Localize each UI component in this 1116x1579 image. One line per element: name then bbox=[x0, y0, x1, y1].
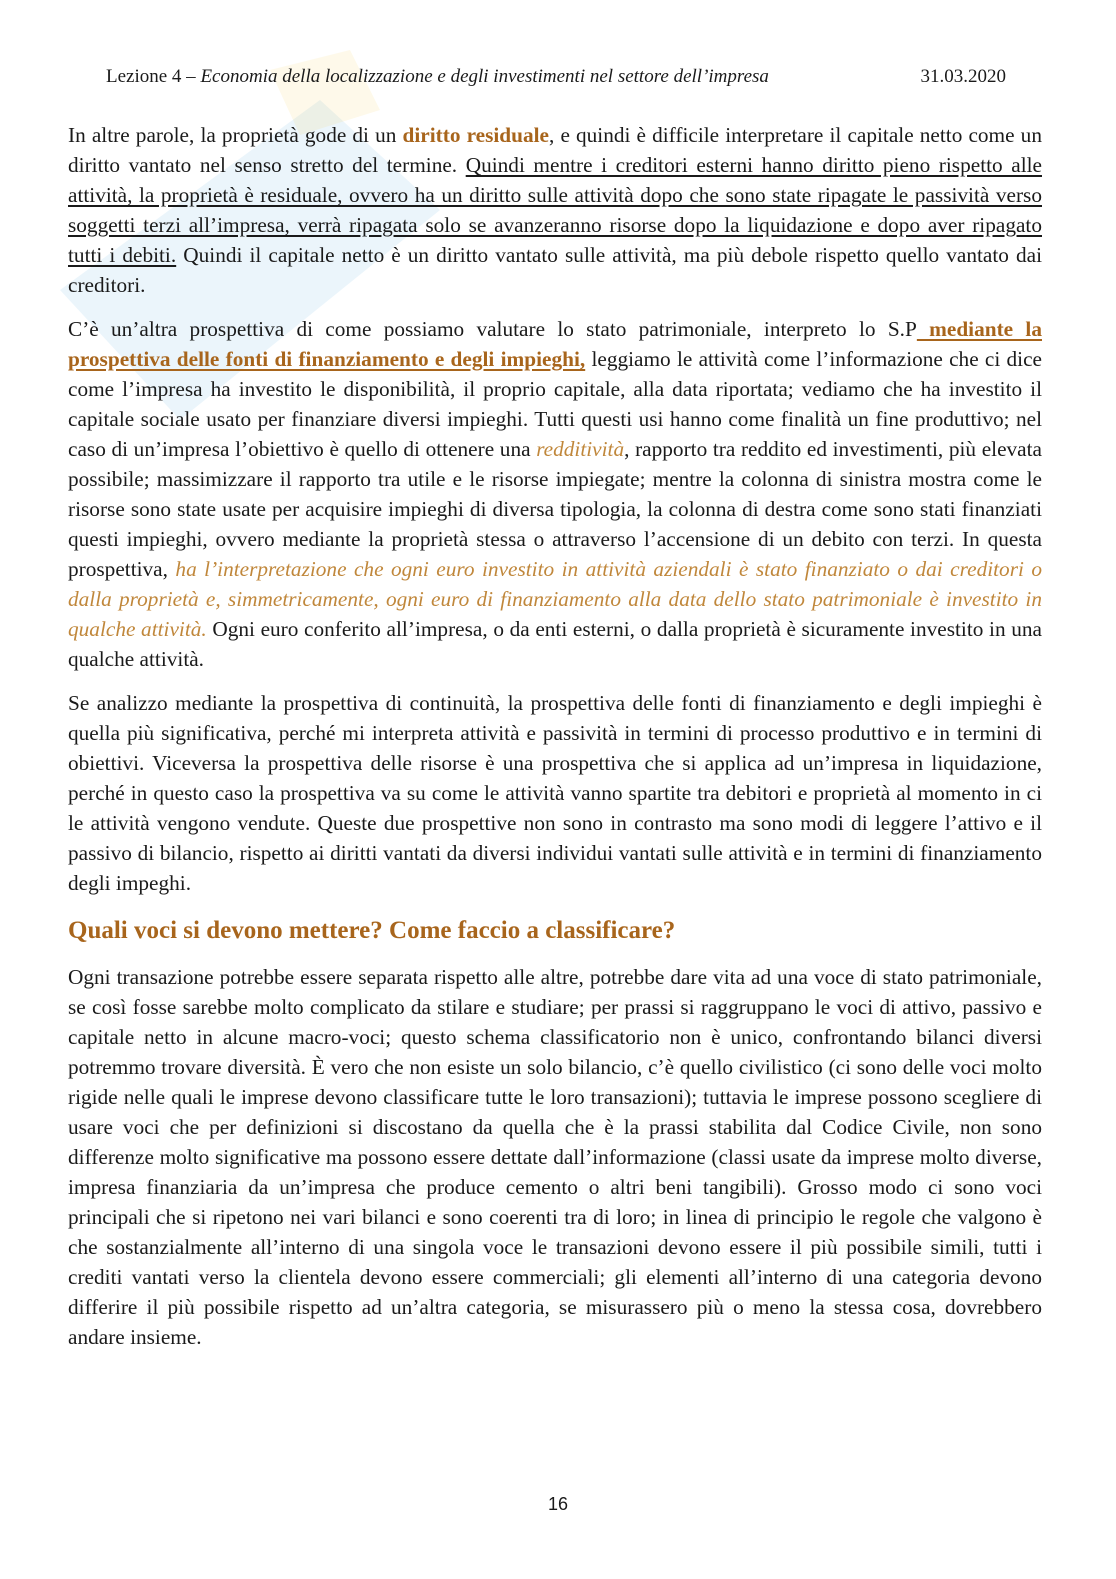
header-date: 31.03.2020 bbox=[920, 66, 1006, 87]
term-redditivita: redditività bbox=[536, 437, 625, 461]
p1-text-1: In altre parole, la proprietà gode di un bbox=[68, 123, 403, 147]
header-course-title: Economia della localizzazione e degli investimenti nel settore dell’impresa bbox=[200, 66, 769, 87]
term-prospettiva-fonti: mediante la prospettiva delle fonti di finanziamento e degli impieghi, bbox=[68, 317, 1042, 371]
p2-text-1: C’è un’altra prospettiva di come possiamo valutare lo stato patrimoniale, interpreto lo S.P bbox=[68, 317, 917, 341]
p2-text-2: leggiamo le attività come l’informazione che ci dice come l’impresa ha investito le disponibilità, il proprio capitale, alla data riportata; vediamo che ha investito il capitale sociale usato per finanziare diversi impieghi. Tutti questi usi hanno come finalità un fine produttivo; nel caso di un’impresa l’obiettivo è quello di ottenere una bbox=[68, 347, 1042, 461]
header-lesson: Lezione 4 – bbox=[106, 66, 196, 87]
p2-text-4: Ogni euro conferito all’impresa, o da enti esterni, o dalla proprietà è sicuramente investito in una qualche attività. bbox=[68, 617, 1042, 671]
page-header bbox=[106, 66, 1006, 92]
paragraph-3: Se analizzo mediante la prospettiva di continuità, la prospettiva delle fonti di finanziamento e degli impieghi è quella più significativa, perché mi interpreta attività e passività in termini di processo produttivo e in termini di obiettivi. Viceversa la prospettiva delle risorse è una prospettiva che si applica ad un’impresa in liquidazione, perché in questo caso la prospettiva va su come le attività vanno spartite tra debitori e proprietà al momento in ci le attività vengono vendute. Queste due prospettive non sono in contrasto ma sono modi di leggere l’attivo e il passivo di bilancio, rispetto ai diritti vantati da diversi individui vantati sulle attività e in termini di finanziamento degli impeghi. bbox=[68, 691, 1042, 895]
paragraph-4: Ogni transazione potrebbe essere separata rispetto alle altre, potrebbe dare vita ad una voce di stato patrimoniale, se così fosse sarebbe molto complicato da stilare e studiare; per prassi si raggruppano le voci di attivo, passivo e capitale netto in alcune macro-voci; questo schema classificatorio non è unico, confrontando bilanci diversi potremmo trovare diversità. È vero che non esiste un solo bilancio, c’è quello civilistico (ci sono delle voci molto rigide nelle quali le imprese devono classificare tutte le loro transazioni); tuttavia le imprese possono scegliere di usare voci che per definizioni si discostano da quella che è la prassi stabilita dal Codice Civile, non sono differenze molto significative ma possono essere dettate dall’informazione (classi usate da imprese molto diverse, impresa finanziaria da un’impresa che produce cemento o altri beni tangibili). Grosso modo ci sono voci principali che si ripetono nei vari bilanci e sono coerenti tra di loro; in linea di principio le regole che valgono è che sostanzialmente all’interno di una singola voce le transazioni devono essere il più possibile simili, tutti i crediti vantati verso la clientela devono essere commerciali; gli elementi all’interno di una categoria devono differire il più possibile rispetto ad un’altra categoria, se misurassero più o meno la stessa cosa, dovrebbero andare insieme. bbox=[68, 965, 1042, 1349]
page-number: 16 bbox=[547, 1494, 569, 1514]
document-body bbox=[68, 120, 1042, 1366]
p1-text-2: , e quindi è difficile interpretare il capitale netto come un diritto vantato nel senso stretto del termine. bbox=[68, 123, 1042, 177]
term-diritto-residuale: diritto residuale bbox=[402, 123, 550, 147]
p1-text-3: Quindi il capitale netto è un diritto vantato sulle attività, ma più debole rispetto quello vantato dai creditori. bbox=[68, 243, 1042, 297]
paragraph-1 bbox=[68, 120, 1042, 300]
p2-italic-quote: ha l’interpretazione che ogni euro investito in attività aziendali è stato finanziato o dai creditori o dalla proprietà e, simmetricamente, ogni euro di finanziamento alla data dello stato patrimoniale è investito in qualche attività. bbox=[68, 557, 1043, 641]
header-left bbox=[106, 66, 769, 88]
paragraph-2 bbox=[68, 314, 1042, 674]
section-heading: Quali voci si devono mettere? Come faccio a classificare? bbox=[68, 917, 676, 944]
p1-underlined-text: Quindi mentre i creditori esterni hanno diritto pieno rispetto alle attività, la proprietà è residuale, ovvero ha un diritto sulle attività dopo che sono state ripagate le passività verso soggetti terzi all’impresa, verrà ripagata solo se avanzeranno risorse dopo la liquidazione e dopo aver ripagato tutti i debiti. bbox=[68, 153, 1042, 267]
p2-text-3: , rapporto tra reddito ed investimenti, più elevata possibile; massimizzare il rapporto tra utile e le risorse impiegate; mentre la colonna di sinistra mostra come le risorse sono state usate per acquisire impieghi di diversa tipologia, la colonna di destra come sono stati finanziati questi impieghi, ovvero mediante la proprietà stessa o attraverso l’accensione di un debito con terzi. In questa prospettiva, bbox=[68, 437, 1043, 581]
